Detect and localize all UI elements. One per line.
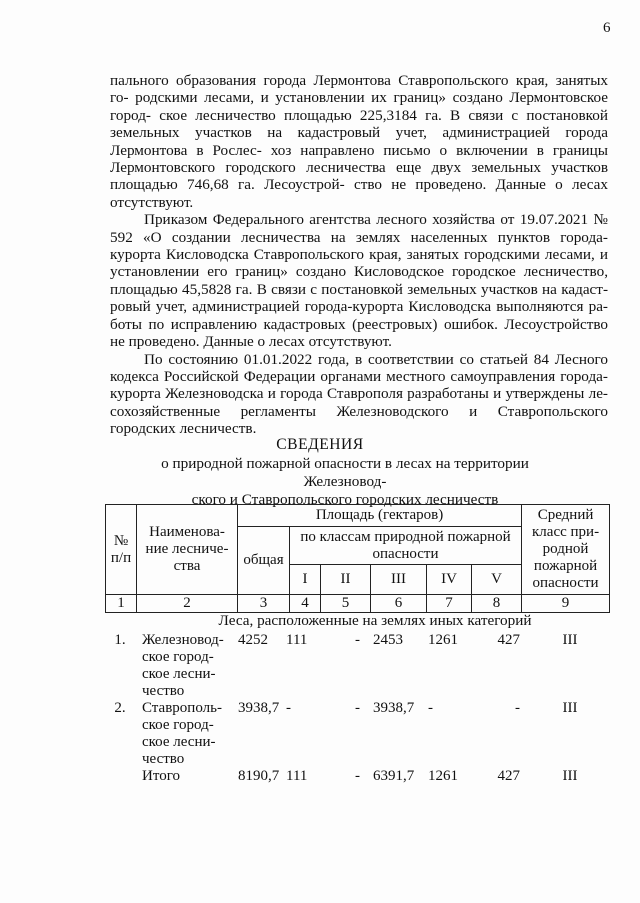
header-class-2: II	[321, 565, 371, 595]
row-2-avg-class: III	[562, 700, 578, 716]
total-row-class-4: 1261	[428, 768, 458, 784]
total-row-class-3: 6391,7	[373, 768, 415, 784]
row-2-name: Ставрополь- ское город- ское лесни- чество	[142, 700, 222, 767]
row-1-num: 1.	[114, 632, 126, 648]
section-title: СВЕДЕНИЯ	[276, 436, 364, 453]
header-by-class: по классам природной пожарной опасности	[290, 527, 522, 565]
row-2-num: 2.	[114, 700, 126, 716]
header-class-3: III	[371, 565, 427, 595]
row-2-class-5: -	[515, 700, 520, 716]
row-1-class-3: 2453	[373, 632, 403, 648]
row-1-class-4: 1261	[428, 632, 458, 648]
header-total: общая	[238, 527, 290, 595]
paragraph-1: пального образования города Лермонтова Ставропольского края, занятых го- родскими лесами, и установлении их границ» создано Лермонтовское город- ское лесничество площадью 225,3184 га. В связи с постановкой земельных участков на кадастровый учет, администрацией города Лермонтова в Рослес- хоз направлено письмо о включении в границы Лермонтовского городского лесничества еще двух земельных участков площадью 746,68 га. Лесоустрой- ство не проведено. Данные о лесах отсутствуют.	[110, 72, 609, 211]
header-area: Площадь (гектаров)	[238, 505, 522, 527]
header-name: Наименова- ние лесниче- ства	[137, 505, 238, 595]
column-number-row: 1 2 3 4 5 6 7 8 9	[106, 595, 610, 613]
total-row-label: Итого	[142, 768, 180, 784]
row-2-class-1: -	[286, 700, 291, 716]
body-text	[110, 72, 608, 438]
row-1-class-5: 427	[497, 632, 520, 648]
total-row-class-1: 111	[286, 768, 308, 784]
total-row-class-2: -	[355, 768, 360, 784]
total-row-class-5: 427	[497, 768, 520, 784]
row-2-class-3: 3938,7	[373, 700, 415, 716]
row-2-class-4: -	[428, 700, 433, 716]
header-class-1: I	[290, 565, 321, 595]
total-row-total: 8190,7	[238, 768, 280, 784]
header-avg-class: Средний класс при- родной пожарной опасности	[522, 505, 610, 595]
header-num: № п/п	[106, 505, 137, 595]
row-2-total: 3938,7	[238, 700, 280, 716]
row-1-avg-class: III	[562, 632, 578, 648]
paragraph-2: Приказом Федерального агентства лесного хозяйства от 19.07.2021 № 592 «О создании лесничества на землях населенных пунктов города- курорта Кисловодска Ставропольского края, занятых городскими лесами, и установлении его границ» создано Кисловодское городское лесничество, площадью 45,5828 га. В связи с постановкой земельных участков на кадаст- ровый учет, администрацией города-курорта Кисловодска выполняются ра- боты по исправлению кадастровых (реестровых) ошибок. Лесоустройство не проведено. Данные о лесах отсутствуют.	[110, 211, 608, 351]
paragraph-3: По состоянию 01.01.2022 года, в соответствии со статьей 84 Лесного кодекса Российской Федерации органами местного самоуправления города- курорта Железноводска и города Ставрополя разработаны и утверждены ле- сохозяйственные регламенты Железноводского и Ставропольского городских лесничеств.	[110, 350, 608, 438]
row-2-class-2: -	[355, 700, 360, 716]
section-subtitle: о природной пожарной опасности в лесах на территории Железновод- ского и Ставропольского городских лесничеств	[161, 455, 529, 508]
header-class-4: IV	[427, 565, 472, 595]
header-class-5: V	[472, 565, 522, 595]
fire-danger-table-header	[105, 504, 610, 613]
row-1-class-2: -	[355, 632, 360, 648]
row-1-name: Железновод- ское город- ское лесни- чество	[142, 632, 224, 699]
row-1-total: 4252	[238, 632, 268, 648]
total-row-avg-class: III	[562, 768, 578, 784]
row-1-class-1: 111	[286, 632, 308, 648]
page-number: 6	[603, 20, 611, 36]
table-caption: Леса, расположенные на землях иных категорий	[218, 612, 532, 629]
